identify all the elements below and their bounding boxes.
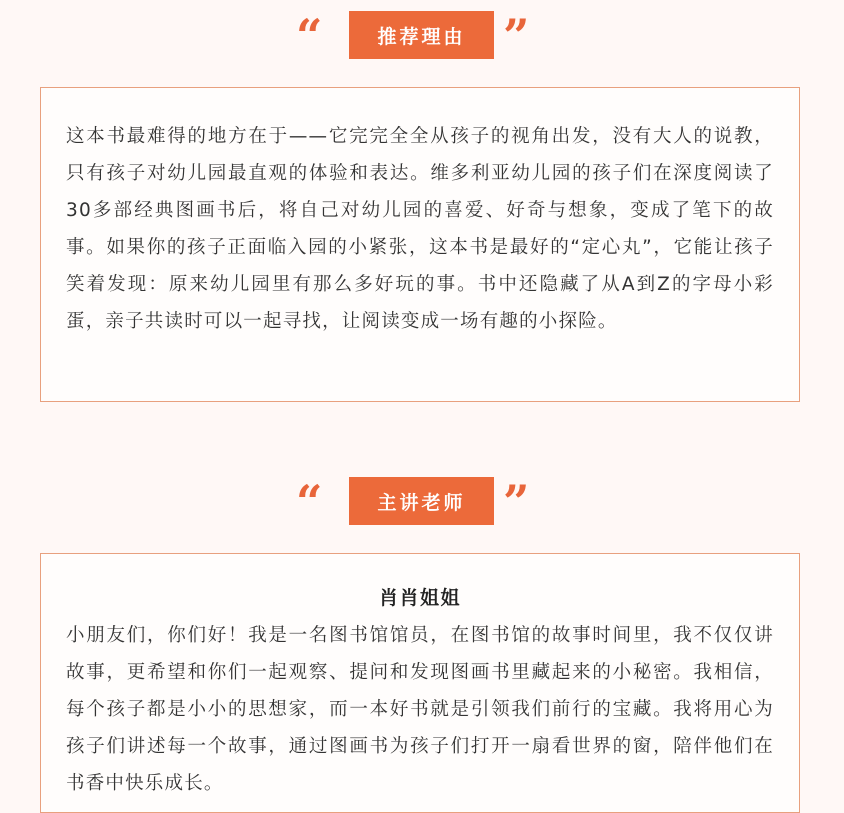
section-header-recommendation xyxy=(0,9,844,63)
teacher-name: 肖肖姐姐 xyxy=(378,587,461,609)
open-quote-icon: “ xyxy=(296,9,323,63)
close-quote-icon: ” xyxy=(503,9,530,63)
section-title-badge: 主讲老师 xyxy=(349,477,494,525)
section-header-teacher xyxy=(0,475,844,529)
teacher-intro-text: 小朋友们，你们好！我是一名图书馆馆员，在图书馆的故事时间里，我不仅仅讲故事，更希望和你们一起观察、提问和发现图画书里藏起来的小秘密。我相信，每个孩子都是小小的思想家，而一本好书就是引领我们前行的宝藏。我将用心为孩子们讲述每一个故事，通过图画书为孩子们打开一扇看世界的窗，陪伴他们在书香中快乐成长。 xyxy=(66,625,774,794)
teacher-card xyxy=(40,553,800,813)
close-quote-icon: ” xyxy=(503,475,530,529)
open-quote-icon: “ xyxy=(296,475,323,529)
section-title-badge: 推荐理由 xyxy=(349,11,494,59)
recommendation-card xyxy=(40,87,800,402)
recommendation-text: 这本书最难得的地方在于——它完完全全从孩子的视角出发，没有大人的说教，只有孩子对幼儿园最直观的体验和表达。维多利亚幼儿园的孩子们在深度阅读了30多部经典图画书后，将自己对幼儿园的喜爱、好奇与想象，变成了笔下的故事。如果你的孩子正面临入园的小紧张，这本书是最好的“定心丸”，它能让孩子笑着发现：原来幼儿园里有那么多好玩的事。书中还隐藏了从A到Z的字母小彩蛋，亲子共读时可以一起寻找，让阅读变成一场有趣的小探险。 xyxy=(66,126,774,332)
